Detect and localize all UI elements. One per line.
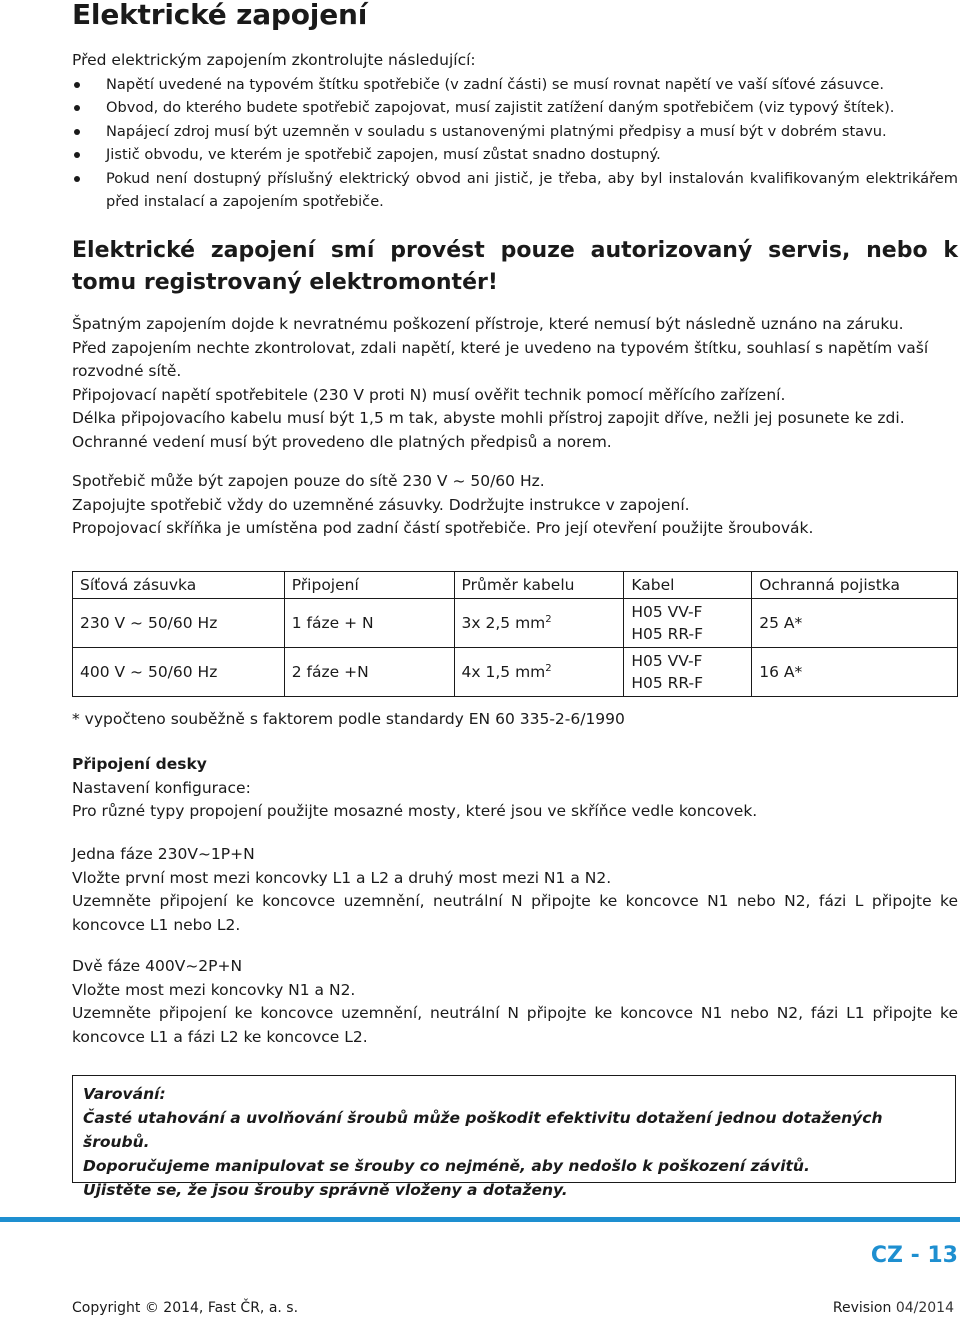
list-item: Napájecí zdroj musí být uzemněn v souladu s ustanovenými platnými předpisy a musí být v dobrém stavu. xyxy=(72,120,958,144)
table-header-row xyxy=(73,572,958,599)
paragraph-line: Špatným zapojením dojde k nevratnému poškození přístroje, které nemusí být následně uznáno na záruku. xyxy=(72,315,904,333)
page-title: Elektrické zapojení xyxy=(72,0,368,31)
revision xyxy=(833,1300,954,1316)
warning-box xyxy=(72,1075,956,1199)
superscript: 2 xyxy=(545,614,552,625)
list-item: Jistič obvodu, ve kterém je spotřebič zapojen, musí zůstat snadno dostupný. xyxy=(72,143,958,167)
cable-type: H05 VV-F xyxy=(631,652,703,670)
warning-title: Varování: xyxy=(83,1085,166,1103)
table-header-cell: Připojení xyxy=(284,572,454,599)
checklist xyxy=(72,73,958,214)
section-title: Jedna fáze 230V~1P+N xyxy=(72,845,255,863)
instruction-line: Vložte most mezi koncovky N1 a N2. xyxy=(72,980,356,999)
cable-type: H05 RR-F xyxy=(631,674,704,692)
list-item: Obvod, do kterého budete spotřebič zapojovat, musí zajistit zatížení daným spotřebičem (viz typový štítek). xyxy=(72,96,958,120)
instruction-line: Uzemněte připojení ke koncovce uzemnění, neutrální N připojte ke koncovce N1 nebo N2, fázi L1 připojte ke koncovce L1 a fázi L2 ke koncovce L2. xyxy=(72,1004,958,1046)
bold-heading: Elektrické zapojení smí provést pouze autorizovaný servis, nebo k tomu registrovaný elektromontér! xyxy=(72,238,958,295)
superscript: 2 xyxy=(545,663,552,674)
table-cell: 25 A* xyxy=(752,599,958,648)
list-item: Pokud není dostupný příslušný elektrický obvod ani jistič, je třeba, aby byl instalován kvalifikovaným elektrikářem před instalací a zapojením spotřebiče. xyxy=(72,167,958,214)
table-cell xyxy=(624,599,752,648)
single-phase-section xyxy=(72,843,958,937)
table-footnote: * vypočteno souběžně s faktorem podle standardy EN 60 335-2-6/1990 xyxy=(72,710,625,728)
paragraph-1 xyxy=(72,313,958,454)
table-header-cell: Ochranná pojistka xyxy=(752,572,958,599)
revision-label: Revision xyxy=(832,1300,892,1316)
table-cell xyxy=(454,648,624,697)
table-cell: 1 fáze + N xyxy=(284,599,454,648)
instruction-line: Vložte první most mezi koncovky L1 a L2 a druhý most mezi N1 a N2. xyxy=(72,868,612,887)
revision-number: 04/2014 xyxy=(895,1300,954,1316)
board-section xyxy=(72,753,958,824)
intro-section xyxy=(72,49,958,214)
cable-type: H05 VV-F xyxy=(631,603,703,621)
warning-heading-section xyxy=(72,235,958,299)
board-config: Nastavení konfigurace: xyxy=(72,778,251,797)
warning-line: Ujistěte se, že jsou šrouby správně vloženy a dotaženy. xyxy=(83,1181,568,1199)
cable-type: H05 RR-F xyxy=(631,625,704,643)
table-header-cell: Průměr kabelu xyxy=(454,572,624,599)
table-cell xyxy=(624,648,752,697)
paragraph-line: Spotřebič může být zapojen pouze do sítě 230 V ~ 50/60 Hz. xyxy=(72,472,545,490)
footer-rule xyxy=(0,1217,960,1222)
paragraph-line: Ochranné vedení musí být provedeno dle platných předpisů a norem. xyxy=(72,432,612,451)
table-cell: 16 A* xyxy=(752,648,958,697)
paragraph-line: Délka připojovacího kabelu musí být 1,5 m tak, abyste mohli přístroj zapojit dříve, nežli jej posunete ke zdi. xyxy=(72,409,905,427)
two-phase-section xyxy=(72,955,958,1049)
paragraph-line: Zapojujte spotřebič vždy do uzemněné zásuvky. Dodržujte instrukce v zapojení. xyxy=(72,495,690,514)
table-cell: 230 V ~ 50/60 Hz xyxy=(73,599,285,648)
connection-table xyxy=(72,571,958,697)
table-header-cell: Síťová zásuvka xyxy=(73,572,285,599)
intro-text: Před elektrickým zapojením zkontrolujte následující: xyxy=(72,51,476,69)
warning-line: Doporučujeme manipulovat se šrouby co nejméně, aby nedošlo k poškození závitů. xyxy=(83,1157,810,1175)
copyright: Copyright © 2014, Fast ČR, a. s. xyxy=(72,1300,299,1316)
paragraph-line: Před zapojením nechte zkontrolovat, zdali napětí, které je uvedeno na typovém štítku, souhlasí s napětím vaší rozvodné sítě. xyxy=(72,338,929,380)
cable-diameter: 4x 1,5 mm xyxy=(461,663,546,681)
list-item: Napětí uvedené na typovém štítku spotřebiče (v zadní části) se musí rovnat napětí ve vaší síťové zásuvce. xyxy=(72,73,958,97)
section-title: Dvě fáze 400V~2P+N xyxy=(72,957,243,975)
instruction-line: Uzemněte připojení ke koncovce uzemnění, neutrální N připojte ke koncovce N1 nebo N2, fázi L připojte ke koncovce L1 nebo L2. xyxy=(72,892,958,934)
paragraph-line: Propojovací skříňka je umístěna pod zadní částí spotřebiče. Pro její otevření použijte šroubovák. xyxy=(72,519,814,537)
table-row xyxy=(73,599,958,648)
cable-diameter: 3x 2,5 mm xyxy=(461,614,546,632)
warning-line: Časté utahování a uvolňování šroubů může poškodit efektivitu dotažení jednou dotažených šroubů. xyxy=(83,1109,883,1151)
table-cell: 2 fáze +N xyxy=(284,648,454,697)
table-cell: 400 V ~ 50/60 Hz xyxy=(73,648,285,697)
table-row xyxy=(73,648,958,697)
table-header-cell: Kabel xyxy=(624,572,752,599)
table-cell xyxy=(454,599,624,648)
paragraph-line: Připojovací napětí spotřebitele (230 V proti N) musí ověřit technik pomocí měřícího zařízení. xyxy=(72,385,786,404)
paragraph-2 xyxy=(72,470,958,541)
section-title: Připojení desky xyxy=(72,755,207,773)
board-text: Pro různé typy propojení použijte mosazné mosty, které jsou ve skříňce vedle koncovek. xyxy=(72,802,758,820)
page-number: CZ - 13 xyxy=(870,1243,958,1268)
